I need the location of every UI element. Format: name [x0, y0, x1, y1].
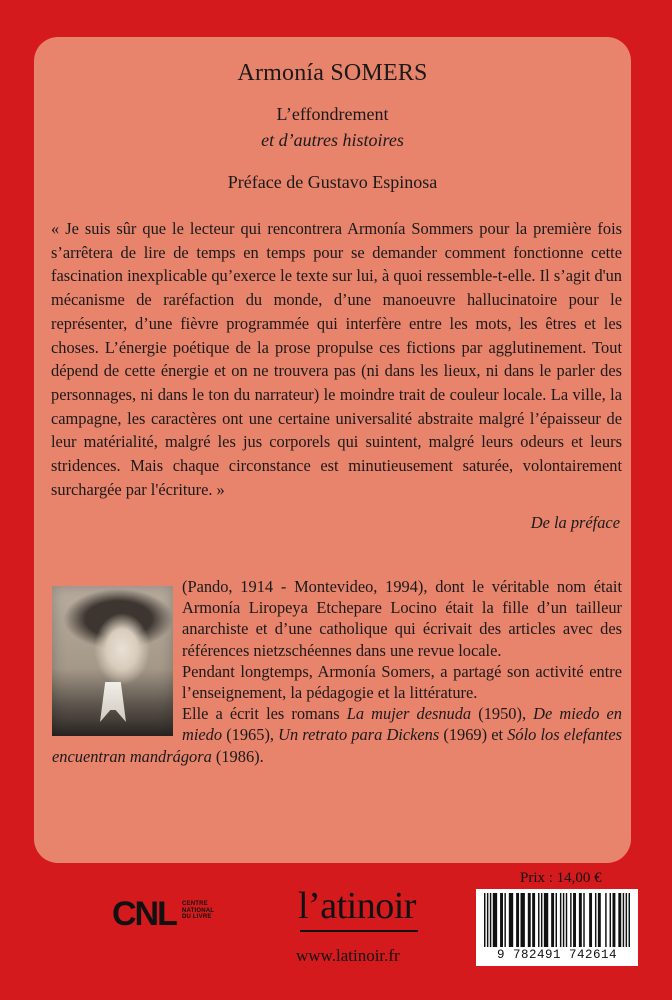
- barcode-bar: [612, 893, 615, 947]
- photo-spacer: [52, 576, 182, 742]
- novel-title: De miedo en miedo: [182, 704, 622, 745]
- bio-paragraph-2: Pendant longtemps, Armonía Somers, a partagé son activité entre l’enseignement, la pédagogie et la littérature.: [182, 661, 622, 703]
- novel-year: (1986).: [215, 746, 264, 766]
- book-subtitle: et d’autres histoires: [261, 130, 404, 150]
- cnl-text-line: DU LIVRE: [182, 914, 212, 920]
- publisher-url: www.latinoir.fr: [296, 946, 400, 965]
- novel-title: La mujer desnuda: [346, 704, 472, 724]
- barcode-bar: [598, 893, 601, 947]
- barcode-bar: [504, 893, 505, 947]
- barcode-bars: [482, 893, 632, 949]
- novel-year: (1950),: [478, 704, 527, 724]
- barcode-bar: [573, 893, 576, 947]
- barcode-bar: [629, 893, 630, 947]
- barcode-bar: [560, 893, 561, 947]
- barcode-bar: [595, 893, 596, 947]
- barcode-bar: [541, 893, 542, 947]
- quote-source: De la préface: [530, 513, 620, 532]
- barcode-bar: [509, 893, 513, 947]
- novel-title: Un retrato para Dickens: [278, 725, 440, 745]
- barcode-bar: [610, 893, 611, 947]
- author-name: Armonía SOMERS: [237, 60, 428, 86]
- barcode-bar: [605, 893, 606, 947]
- isbn-number: 9 782491 742614: [496, 948, 618, 962]
- barcode-bar: [487, 893, 488, 947]
- bio-paragraph-1: (Pando, 1914 - Montevideo, 1994), dont le véritable nom était Armonía Liropeya Etchepare Locino était la fille d’un tailleur anarchiste et d’une catholique qui écrivait des articles avec des références nietzschéennes dans une revue locale.: [182, 577, 622, 660]
- cnl-text-line: NATIONAL: [182, 907, 215, 914]
- barcode-bar: [626, 893, 627, 947]
- barcode-bar: [566, 893, 567, 947]
- price-label: Prix : 14,00 €: [520, 870, 602, 886]
- barcode-bar: [544, 893, 548, 947]
- barcode-bar: [538, 893, 539, 947]
- preface-quote: « Je suis sûr que le lecteur qui rencontrera Armonía Sommers pour la première fois s’arrêtera de lire de temps en temps pour se demander comment fonctionne cette fascination inexplicable qu’exerce le texte sur lui, à quoi ressemble-t-elle. Il s’agit d'un mécanisme de raréfaction du monde, d’une manoeuvre hallucinatoire pour le représenter, d’une fièvre programmée qui interfère entre les mots, les êtres et les choses. L’énergie poétique de la prose propulse ces fictions par agglutinement. Tout dépend de cette énergie et on ne trouvera pas (ni dans les lieux, ni dans le parler des personnages, ni dans le ton du narrateur) le moindre trait de couleur locale. La ville, la campagne, les caractères ont une certaine universalité abstraite malgré l’épaisseur de leur matérialité, malgré les jus corporels qui suintent, malgré leurs odeurs et leurs stridences. Mais chaque circonstance est minutieusement saturée, volontairement surchargée par l'écriture. »: [51, 219, 622, 499]
- cnl-logo-mark: CNL: [112, 895, 176, 933]
- barcode-bar: [528, 893, 531, 947]
- novel-title: Sólo los elefantes encuentran mandrágora: [52, 725, 622, 766]
- barcode-bar: [589, 893, 592, 947]
- preface-credit: Préface de Gustavo Espinosa: [227, 172, 438, 192]
- barcode-bar: [556, 893, 557, 947]
- bio-works-intro: Elle a écrit les romans: [182, 704, 340, 724]
- book-title: L’effondrement: [276, 104, 389, 124]
- barcode-bar: [490, 893, 491, 947]
- isbn-barcode: [476, 889, 638, 966]
- barcode-bar: [570, 893, 571, 947]
- author-biography: [52, 576, 622, 767]
- barcode-bar: [500, 893, 503, 947]
- cnl-text-line: CENTRE: [182, 901, 208, 907]
- barcode-bar: [563, 893, 564, 947]
- barcode-bar: [583, 893, 584, 947]
- barcode-bar: [623, 893, 624, 947]
- barcode-bar: [532, 893, 535, 947]
- barcode-bar: [493, 893, 497, 947]
- publisher-logo: l’atinoir: [298, 885, 416, 927]
- barcode-bar: [551, 893, 554, 947]
- novel-year: (1969) et: [443, 725, 504, 745]
- barcode-bar: [579, 893, 582, 947]
- barcode-bar: [484, 893, 485, 947]
- barcode-bar: [618, 893, 621, 947]
- publisher-underline: [300, 930, 418, 932]
- barcode-bar: [516, 893, 519, 947]
- novel-year: (1965),: [226, 725, 274, 745]
- cnl-logo: [112, 893, 222, 935]
- cnl-logo-text: [182, 901, 214, 921]
- barcode-bar: [521, 893, 525, 947]
